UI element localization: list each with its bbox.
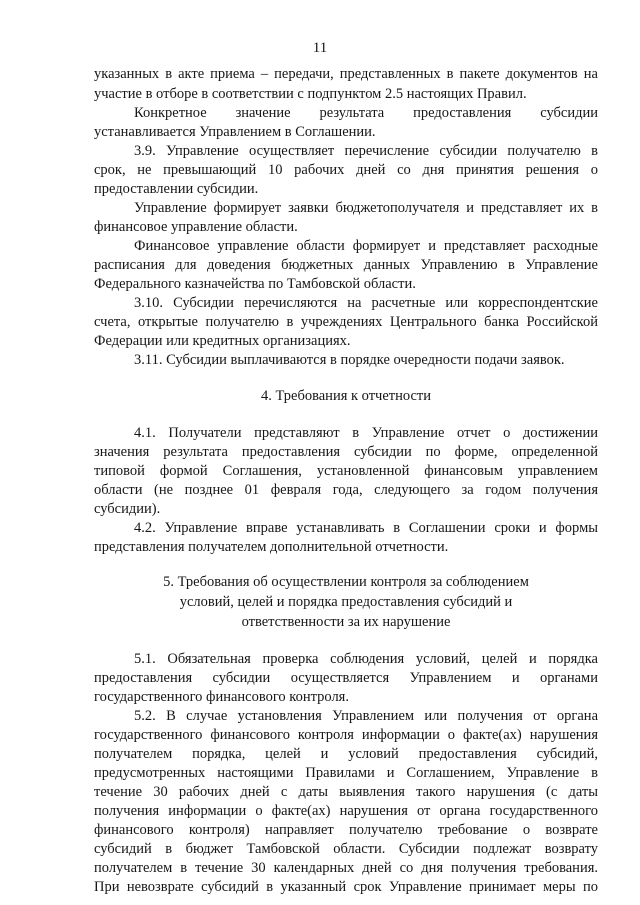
text-line: типовой формой Соглашения, установленной финансовым управлением: [94, 463, 598, 479]
text-line: государственного финансового контроля.: [94, 689, 349, 705]
text-line: области (не позднее 01 февраля года, следующего за годом получения: [94, 482, 598, 498]
text-line: Управление формирует заявки бюджетополучателя и представляет их в: [134, 200, 598, 216]
text-line: получателем в течение 30 календарных дней со дня получения требования.: [94, 860, 598, 876]
text-line: представления получателем дополнительной отчетности.: [94, 539, 449, 555]
section-heading: ответственности за их нарушение: [241, 614, 451, 630]
section-heading: условий, целей и порядка предоставления субсидий и: [179, 594, 513, 610]
text-line: расписания для доведения бюджетных данных Управлению в Управление: [94, 257, 598, 273]
text-line: 3.10. Субсидии перечисляются на расчетные или корреспондентские: [134, 295, 598, 311]
text-line: срок, не превышающий 10 рабочих дней со дня принятия решения о: [94, 162, 598, 178]
page-number: 11: [312, 40, 328, 56]
text-line: финансовое управление области.: [94, 219, 298, 235]
text-line: 3.11. Субсидии выплачиваются в порядке очередности подачи заявок.: [134, 352, 565, 368]
text-line: устанавливается Управлением в Соглашении.: [94, 124, 376, 140]
text-line: При невозврате субсидий в указанный срок Управление принимает меры по: [94, 879, 598, 895]
text-line: участие в отборе в соответствии с подпунктом 2.5 настоящих Правил.: [94, 86, 527, 102]
text-line: получателем порядка, целей и условий предоставления субсидий,: [94, 746, 598, 762]
text-line: 4.2. Управление вправе устанавливать в Соглашении сроки и формы: [134, 520, 598, 536]
text-line: предоставлении субсидии.: [94, 181, 259, 197]
text-line: государственного финансового контроля информации о факте(ах) нарушения: [94, 727, 598, 743]
text-line: течение 30 рабочих дней с даты выявления такого нарушения (с даты: [94, 784, 598, 800]
text-line: Конкретное значение результата предоставления субсидии: [134, 105, 598, 121]
section-heading: 4. Требования к отчетности: [260, 388, 432, 404]
text-line: 4.1. Получатели представляют в Управление отчет о достижении: [134, 425, 598, 441]
text-line: 3.9. Управление осуществляет перечисление субсидии получателю в: [134, 143, 598, 159]
text-line: предусмотренных настоящими Правилами и Соглашением, Управление в: [94, 765, 598, 781]
text-line: субсидии).: [94, 501, 161, 517]
text-line: Федерации или кредитных организациях.: [94, 333, 351, 349]
text-line: субсидий в бюджет Тамбовской области. Субсидии подлежат возврату: [94, 841, 598, 857]
text-line: предоставления субсидии осуществляется Управлением и органами: [94, 670, 598, 686]
text-line: значения результата предоставления субсидии по форме, определенной: [94, 444, 598, 460]
text-line: получения информации о факте(ах) нарушения от органа государственного: [94, 803, 598, 819]
text-line: указанных в акте приема – передачи, представленных в пакете документов на: [94, 66, 598, 82]
text-line: 5.2. В случае установления Управлением или получения от органа: [134, 708, 598, 724]
text-line: счета, открытые получателю в учреждениях Центрального банка Российской: [94, 314, 598, 330]
section-heading: 5. Требования об осуществлении контроля за соблюдением: [163, 574, 529, 590]
text-line: 5.1. Обязательная проверка соблюдения условий, целей и порядка: [134, 651, 598, 667]
text-line: Финансовое управление области формирует и представляет расходные: [134, 238, 598, 254]
text-line: Федерального казначейства по Тамбовской области.: [94, 276, 416, 292]
text-line: финансового контроля) направляет получателю требование о возврате: [94, 822, 598, 838]
